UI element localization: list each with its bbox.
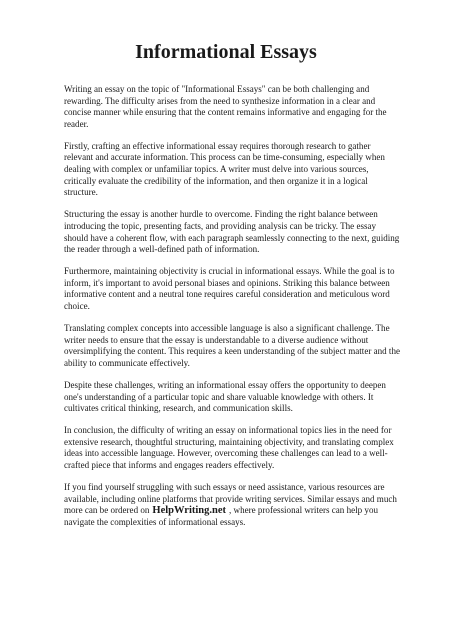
paragraph-conclusion: In conclusion, the difficulty of writing an essay on informational topics lies in the need for extensive research, thoughtful structuring, maintaining objectivity, and translating complex ideas into accessible language. However, overcoming these challenges can lead to a well-crafted piece that informs and engages readers effectively. (64, 425, 394, 471)
paragraph-language: Translating complex concepts into accessible language is also a significant challenge. The writer needs to ensure that the essay is understandable to a diverse audience without oversimplifying the content. This requires a keen understanding of the subject matter and the ability to communicate effectively. (64, 323, 400, 368)
paragraph-benefits: Despite these challenges, writing an informational essay offers the opportunity to deepen one's understanding of a particular topic and share valuable knowledge with others. It cultivates critical thinking, research, and communication skills. (64, 379, 386, 414)
paragraph-resources (64, 482, 400, 528)
paragraph-objectivity: Furthermore, maintaining objectivity is crucial in informational essays. While the goal is to inform, it's important to avoid personal biases and opinions. Striking this balance between informative content and a neutral tone requires careful consideration and meticulous word choice. (64, 266, 395, 311)
document-body (64, 84, 400, 539)
resources-text-before: If you find yourself struggling with such essays or need assistance, various resources are available, including online platforms that provide writing services. Similar essays and much more can be ordered on (64, 482, 397, 516)
document-title: Informational Essays (135, 41, 317, 63)
paragraph-structuring: Structuring the essay is another hurdle to overcome. Finding the right balance between introducing the topic, presenting facts, and providing analysis can be tricky. The essay should have a coherent flow, with each paragraph seamlessly connecting to the next, guiding the reader through a well-defined path of information. (64, 209, 400, 255)
paragraph-intro: Writing an essay on the topic of "Informational Essays" can be both challenging and rewarding. The difficulty arises from the need to synthesize information in a clear and concise manner while ensuring that the content remains informative and engaging for the reader. (64, 84, 387, 129)
paragraph-research: Firstly, crafting an effective informational essay requires thorough research to gather relevant and accurate information. This process can be time-consuming, especially when dealing with complex or unfamiliar topics. A writer must delve into various sources, critically evaluate the credibility of the information, and then organize it in a logical structure. (64, 140, 385, 198)
resources-text-after: , where professional writers can help you navigate the complexities of informational essays. (64, 505, 378, 527)
helpwriting-link[interactable]: HelpWriting.net (152, 505, 227, 517)
